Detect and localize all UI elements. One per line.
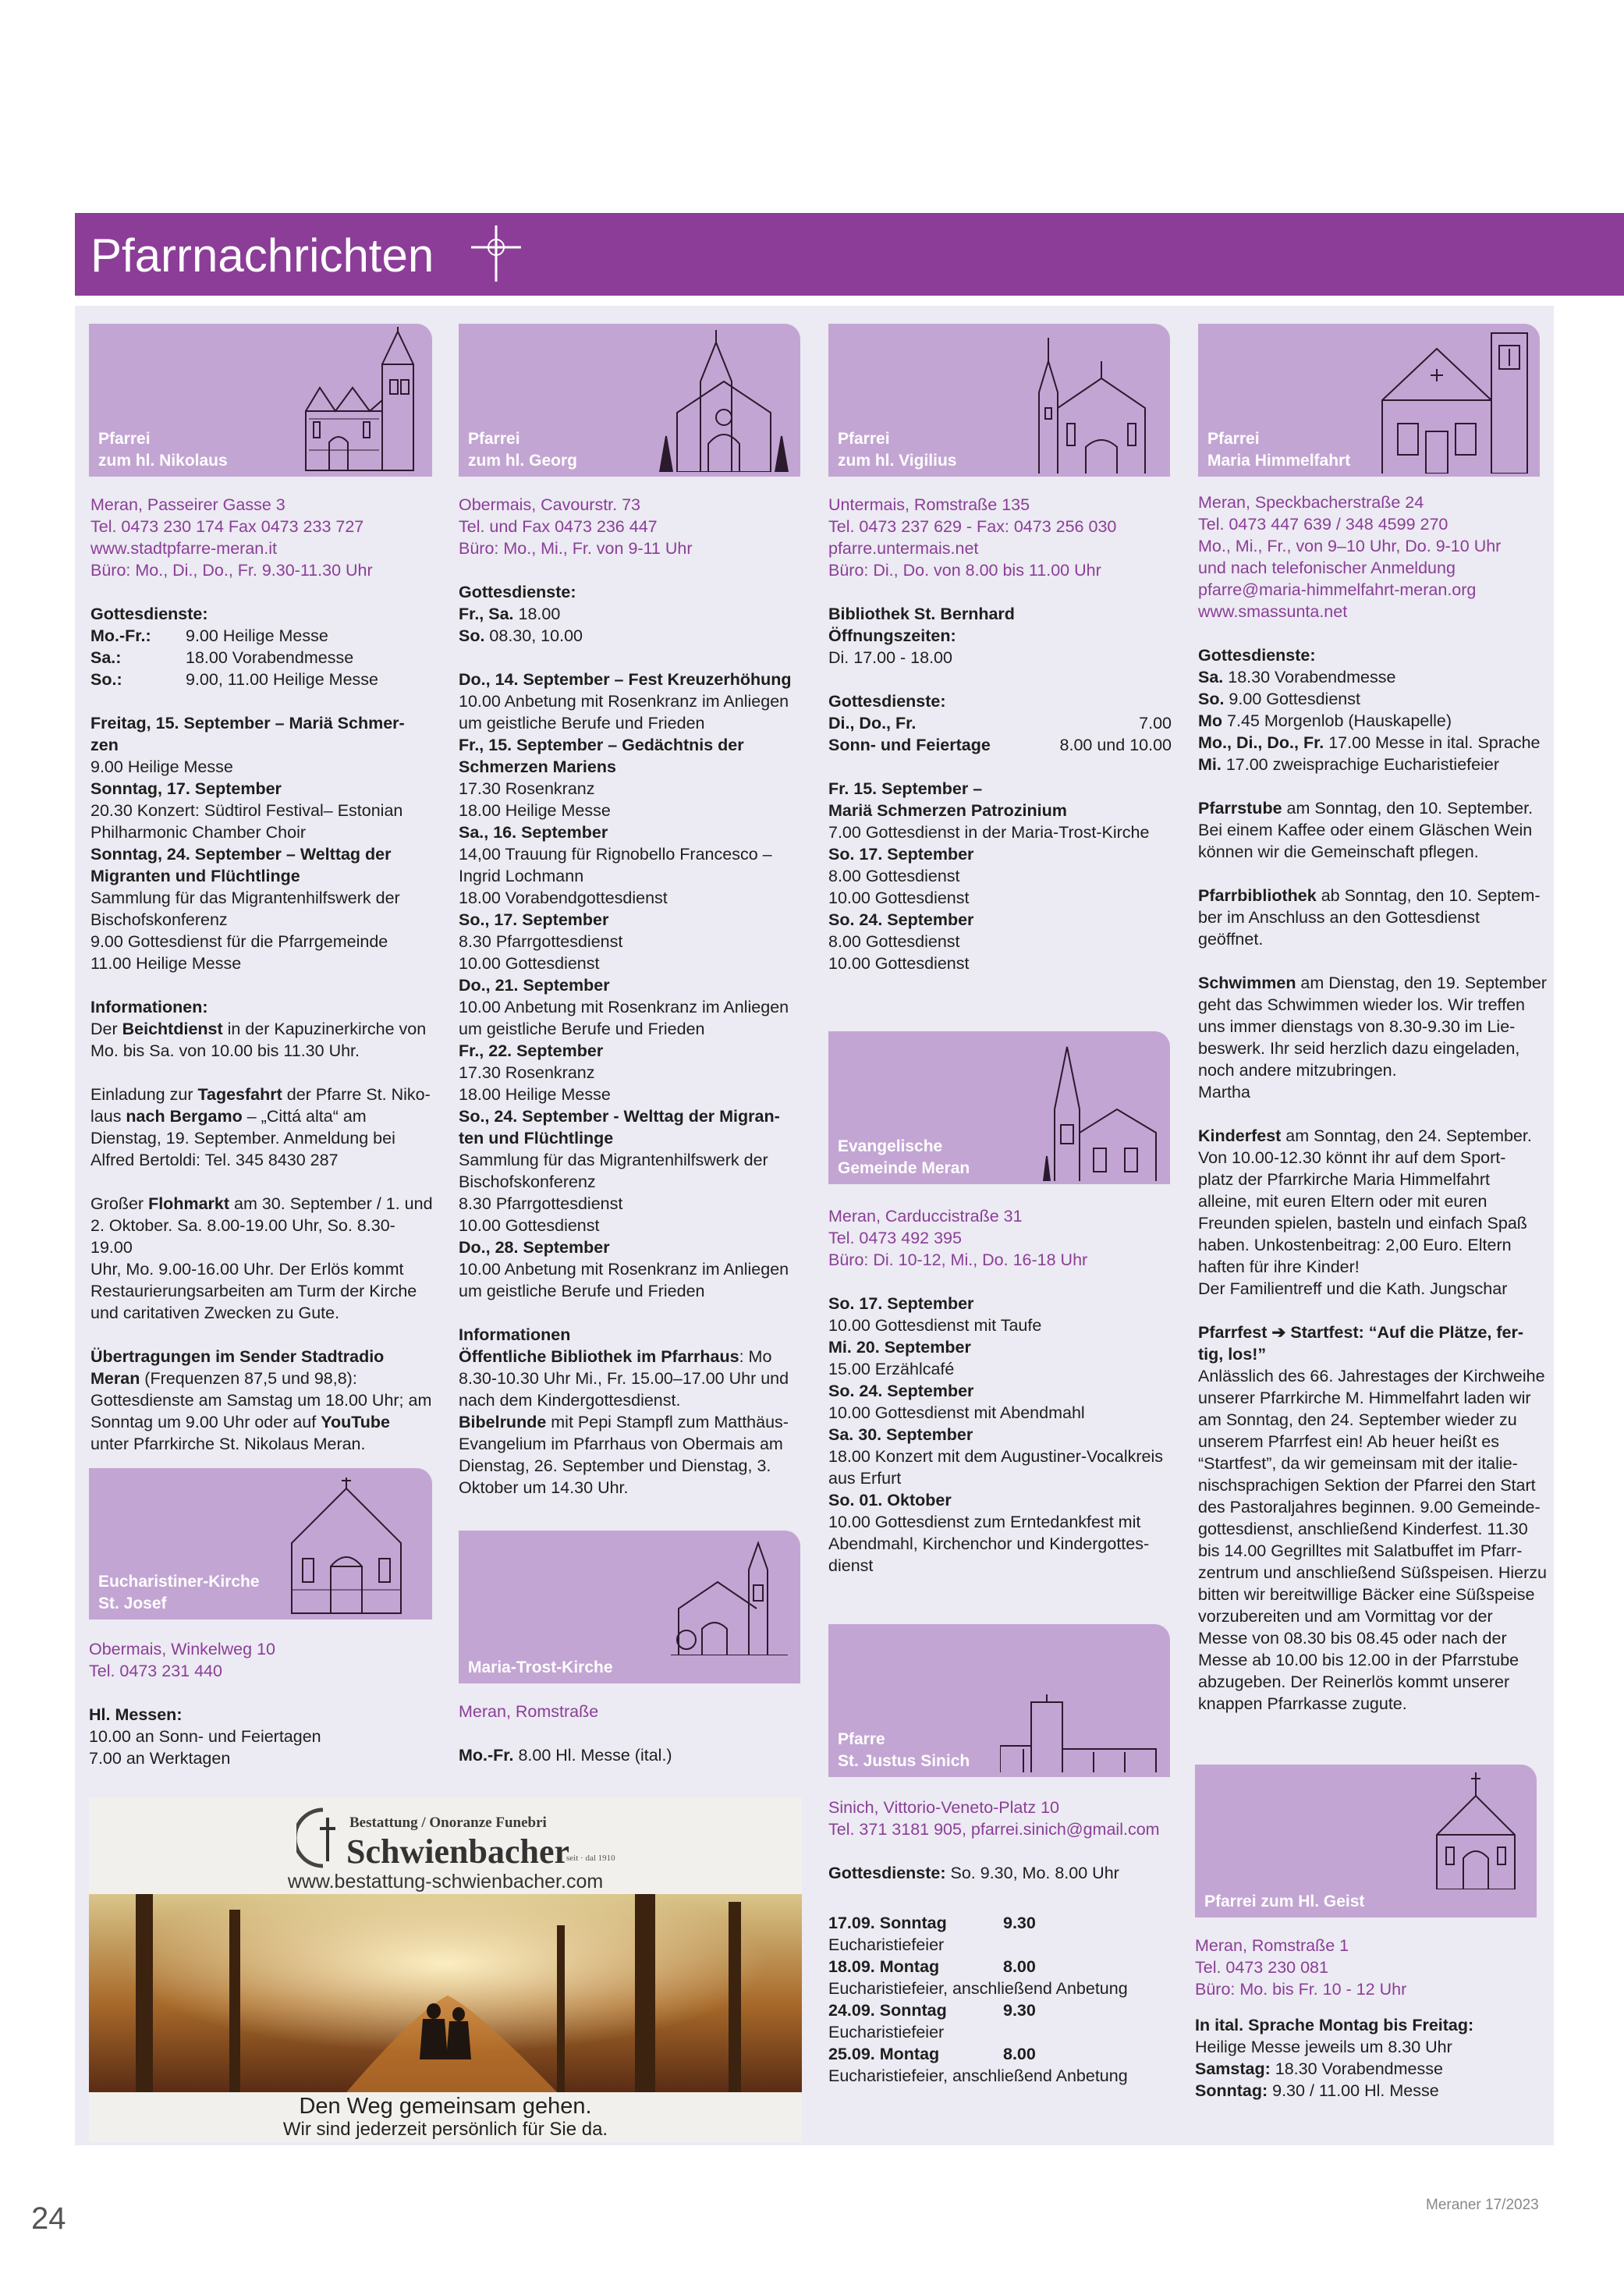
- nikolaus-text: [90, 494, 434, 1455]
- church-illustration-icon: [1023, 330, 1164, 474]
- info-library: Öffentliche Bibliothek im Pfarrhaus: Mo 8.30-10.30 Uhr Mi., Fr. 15.00–17.00 Uhr und nach dem Kindergottesdienst.: [459, 1347, 789, 1410]
- address-line: Sinich, Vittorio-Veneto-Platz 10: [828, 1798, 1059, 1817]
- event-heading: So. 17. September: [828, 845, 974, 864]
- church-illustration-icon: [1000, 1694, 1164, 1772]
- forest-path-photo: [89, 1894, 802, 2092]
- office-hours: Büro: Mo., Di., Do., Fr. 9.30-11.30 Uhr: [90, 561, 373, 580]
- event-heading: Fr. 15. September – Mariä Schmerzen Patrozinium: [828, 779, 1067, 820]
- event-heading: Freitag, 15. September – Mariä Schmer- zen: [90, 714, 405, 754]
- office-hours: Büro: Di. 10-12, Mi., Do. 16-18 Uhr: [828, 1250, 1088, 1269]
- schedule-row: 24.09. Sonntag 9.30: [828, 2001, 1036, 2020]
- event-text: 20.30 Konzert: Südtirol Festival– Estonian Philharmonic Chamber Choir: [90, 801, 403, 842]
- email-link[interactable]: pfarre@maria-himmelfahrt-meran.org: [1198, 580, 1477, 599]
- event-heading: Fr., 22. September: [459, 1041, 604, 1060]
- schedule-desc: Eucharistiefeier, anschließend Anbetung: [828, 1979, 1128, 1998]
- card-label: [1204, 1891, 1364, 1913]
- card-label: [838, 1136, 970, 1180]
- service-row: Samstag: 18.30 Vorabendmesse: [1195, 2059, 1443, 2078]
- event-heading: Do., 14. September – Fest Kreuzerhöhung: [459, 670, 792, 689]
- card-label: [98, 1571, 260, 1615]
- event-text: 10.00 Gottesdienst zum Erntedankfest mit Abendmahl, Kirchenchor und Kindergottes- dienst: [828, 1513, 1150, 1575]
- info-library: Pfarrbibliothek ab Sonntag, den 10. Septem- ber im Anschluss an den Gottesdienst geöffnet.: [1198, 886, 1541, 949]
- info-heading: Informationen: [459, 1325, 571, 1344]
- services-summary: Gottesdienste: So. 9.30, Mo. 8.00 Uhr: [828, 1864, 1119, 1882]
- service-row: [90, 669, 434, 690]
- ad-tagline: Bestattung / Onoranze Funebri: [349, 1815, 547, 1831]
- card-maria-trost: [459, 1531, 800, 1683]
- card-label: [838, 1729, 970, 1772]
- phone-line: Tel. 0473 237 629 - Fax: 0473 256 030: [828, 517, 1117, 536]
- event-text: 9.00 Heilige Messe: [90, 757, 233, 776]
- card-sinich: [828, 1624, 1170, 1777]
- service-row: So. 9.00 Gottesdienst: [1198, 690, 1360, 708]
- service-row: Mo.-Fr. 8.00 Hl. Messe (ital.): [459, 1746, 672, 1765]
- funeral-advertisement[interactable]: [89, 1797, 802, 2142]
- service-day: Mo.-Fr.:: [90, 626, 151, 645]
- event-text: 8.00 Gottesdienst 10.00 Gottesdienst: [828, 932, 970, 973]
- card-label: [468, 1657, 613, 1679]
- event-text: 17.30 Rosenkranz 18.00 Heilige Messe: [459, 1063, 611, 1104]
- masses-text: 10.00 an Sonn- und Feiertagen 7.00 an Werktagen: [89, 1727, 321, 1768]
- services-heading: Gottesdienste:: [828, 692, 946, 711]
- info-daytrip: Einladung zur Tagesfahrt der Pfarre St. Niko- laus nach Bergamo – „Cittá alta“ am Dienstag, 19. September. Anmeldung bei Alfred Bertoldi: Tel. 345 8430 287: [90, 1085, 431, 1169]
- event-text: 8.30 Pfarrgottesdienst 10.00 Gottesdienst: [459, 932, 623, 973]
- issue-label: Meraner 17/2023: [1426, 2197, 1539, 2213]
- card-georg: [459, 324, 800, 477]
- event-heading: Fr., 15. September – Gedächtnis der Schmerzen Mariens: [459, 736, 744, 776]
- event-text: 10.00 Gottesdienst mit Abendmahl: [828, 1403, 1085, 1422]
- ad-website-link[interactable]: www.bestattung-schwienbacher.com: [287, 1871, 604, 1893]
- service-row: Mi. 17.00 zweisprachige Eucharistiefeier: [1198, 755, 1499, 774]
- info-heading: Informationen:: [90, 998, 208, 1016]
- event-text: 18.00 Konzert mit dem Augustiner-Vocalkreis aus Erfurt: [828, 1447, 1164, 1488]
- service-row: Mo., Di., Do., Fr. 17.00 Messe in ital. Sprache: [1198, 733, 1541, 752]
- card-vigilius-label: Pfarrei zum hl. Vigilius: [838, 430, 957, 470]
- event-heading: So. 24. September: [828, 910, 974, 929]
- ad-since: seit · dal 1910: [566, 1854, 615, 1863]
- phone-email-line: Tel. 371 3181 905, pfarrei.sinich@gmail.com: [828, 1820, 1160, 1839]
- maria-trost-text: [459, 1701, 802, 1766]
- event-heading: Sonntag, 24. September – Welttag der Migranten und Flüchtlinge: [90, 845, 392, 885]
- event-heading: Sa., 16. September: [459, 823, 608, 842]
- card-maria-trost-label: Maria-Trost-Kirche: [468, 1658, 613, 1676]
- card-sinich-label: Pfarre St. Justus Sinich: [838, 1730, 970, 1770]
- service-row: Sa. 18.30 Vorabendmesse: [1198, 668, 1396, 686]
- library-heading: Bibliothek St. Bernhard Öffnungszeiten:: [828, 605, 1015, 645]
- address-line: Obermais, Cavourstr. 73: [459, 495, 641, 514]
- address-line: Meran, Romstraße: [459, 1702, 599, 1721]
- event-heading: So. 01. Oktober: [828, 1491, 952, 1509]
- card-hl-geist: [1195, 1765, 1537, 1917]
- services-heading: Gottesdienste:: [459, 583, 576, 601]
- masses-heading: Hl. Messen:: [89, 1705, 183, 1724]
- address-line: Meran, Speckbacherstraße 24: [1198, 493, 1424, 512]
- service-row: Mo 7.45 Morgenlob (Hauskapelle): [1198, 711, 1452, 730]
- georg-text: [459, 494, 802, 1499]
- ad-slogan: Den Weg gemeinsam gehen.: [299, 2094, 592, 2119]
- info-parish-festival: Anlässlich des 66. Jahrestages der Kirchweihe unserer Pfarrkirche M. Himmelfahrt laden wir am Sonntag, den 24. September wieder zu unserem Pfarrfest ein! Ab heuer heißt es “Startfest”, da wir gemeinsam mit der italie- nischsprachigen Sektion der Pfarrei den Start des Pastoraljahres beginnen. 9.00 Gemeinde- gottesdienst, anschließend Kinderfest. 11.30 bis 14.00 Gegrilltes mit Salatbuffet im Pfarr- zentrum und anschließend Süßspeisen. Hierzu bitten wir bereitwillige Bäcker eine Süßspeise vorzubereiten und am Vormittag vor der Messe von 08.30 bis 08.45 oder nach der Messe ab 10.00 bis 12.00 in der Pfarrstube abzugeben. Der Reinerlös kommt unserer knappen Pfarrkasse zugute.: [1198, 1367, 1547, 1713]
- funeral-logo-icon: [296, 1807, 343, 1869]
- office-hours: Büro: Di., Do. von 8.00 bis 11.00 Uhr: [828, 561, 1101, 580]
- event-text: 14,00 Trauung für Rignobello Francesco – Ingrid Lochmann 18.00 Vorabendgottesdienst: [459, 845, 772, 907]
- phone-line: Tel. 0473 492 395: [828, 1229, 962, 1247]
- card-josef: [89, 1468, 432, 1619]
- event-heading: So., 24. September - Welttag der Migran- ten und Flüchtlinge: [459, 1107, 780, 1148]
- event-text: 10.00 Anbetung mit Rosenkranz im Anliegen um geistliche Berufe und Frieden: [459, 692, 789, 733]
- address-line: Meran, Passeirer Gasse 3: [90, 495, 285, 514]
- event-heading: Sa. 30. September: [828, 1425, 973, 1444]
- address-line: Meran, Carduccistraße 31: [828, 1207, 1023, 1226]
- schedule-desc: Eucharistiefeier, anschließend Anbetung: [828, 2066, 1128, 2085]
- card-nikolaus-label: Pfarrei zum hl. Nikolaus: [98, 430, 228, 470]
- card-vigilius: [828, 324, 1170, 477]
- info-confession: Der Beichtdienst in der Kapuzinerkirche von Mo. bis Sa. von 10.00 bis 11.30 Uhr.: [90, 1020, 427, 1060]
- service-day: So.:: [90, 670, 122, 689]
- church-illustration-icon: [1429, 1772, 1530, 1889]
- cross-icon: [466, 224, 526, 283]
- josef-text: [89, 1638, 432, 1769]
- event-text: 10.00 Anbetung mit Rosenkranz im Anliegen um geistliche Berufe und Frieden: [459, 998, 789, 1038]
- schedule-desc: Eucharistiefeier: [828, 1935, 945, 1954]
- service-row: So. 08.30, 10.00: [459, 626, 583, 645]
- service-day: Sa.:: [90, 648, 122, 667]
- ad-company-name: Schwienbacher: [346, 1832, 569, 1871]
- office-hours: Mo., Mi., Fr., von 9–10 Uhr, Do. 9-10 Uhr: [1198, 537, 1502, 555]
- card-nikolaus: [89, 324, 432, 477]
- service-desc: 9.00, 11.00 Heilige Messe: [186, 670, 378, 689]
- services-heading: Gottesdienste:: [90, 605, 208, 623]
- service-row: [90, 625, 434, 647]
- card-label: [98, 428, 228, 472]
- church-illustration-icon: [654, 327, 794, 472]
- address-line: Obermais, Winkelweg 10: [89, 1640, 275, 1658]
- service-desc: 9.00 Heilige Messe: [186, 626, 328, 645]
- church-illustration-icon: [1039, 1039, 1164, 1181]
- schedule-row: 18.09. Montag 8.00: [828, 1957, 1036, 1976]
- office-hours-note: und nach telefonischer Anmeldung: [1198, 559, 1456, 577]
- card-georg-label: Pfarrei zum hl. Georg: [468, 430, 578, 470]
- info-radio: Übertragungen im Sender Stadtradio Meran (Frequenzen 87,5 und 98,8): Gottesdienste am Samstag um 18.00 Uhr; am Sonntag um 9.00 Uhr oder auf YouTube unter Pfarrkirche St. Nikolaus Meran.: [90, 1347, 432, 1453]
- info-kids-festival: Kinderfest am Sonntag, den 24. September. Von 10.00-12.30 könnt ihr auf dem Sport- platz der Pfarrkirche Maria Himmelfahrt alleine, mit euren Eltern oder mit euren Freunden spielen, basteln und einfach Spaß haben. Unkostenbeitrag: 2,00 Euro. Eltern haften für ihre Kinder! Der Familientreff und die Kath. Jungschar: [1198, 1126, 1532, 1298]
- service-row: Sonntag: 9.30 / 11.00 Hl. Messe: [1195, 2081, 1439, 2100]
- event-heading: Do., 21. September: [459, 976, 610, 995]
- card-himmelfahrt: [1198, 324, 1540, 477]
- card-label: [838, 428, 956, 472]
- evangelisch-text: [828, 1205, 1172, 1577]
- schedule-row: 17.09. Sonntag 9.30: [828, 1914, 1036, 1932]
- phone-line: Tel. 0473 230 174 Fax 0473 233 727: [90, 517, 364, 536]
- office-hours: Büro: Mo. bis Fr. 10 - 12 Uhr: [1195, 1980, 1407, 1999]
- card-evangelisch-label: Evangelische Gemeinde Meran: [838, 1137, 970, 1177]
- sinich-text: [828, 1797, 1172, 2087]
- vigilius-text: [828, 494, 1172, 974]
- event-text: 7.00 Gottesdienst in der Maria-Trost-Kirche: [828, 823, 1150, 842]
- church-illustration-icon: [671, 1538, 788, 1655]
- info-fleamarket: Großer Flohmarkt am 30. September / 1. und 2. Oktober. Sa. 8.00-19.00 Uhr, So. 8.30-19.00 Uhr, Mo. 9.00-16.00 Uhr. Der Erlös kommt Restaurierungsarbeiten am Turm der Kirche und caritativen Zwecken zu Gute.: [90, 1194, 433, 1322]
- info-swimming: Schwimmen am Dienstag, den 19. September geht das Schwimmen wieder los. Wir treffen uns immer dienstags von 8.30-9.30 im Lie- beswerk. Ihr seid herzlich dazu eingeladen, noch andere mitzubringen. Martha: [1198, 974, 1547, 1101]
- event-heading: So. 24. September: [828, 1382, 974, 1400]
- event-heading: So., 17. September: [459, 910, 609, 929]
- service-row: Fr., Sa. 18.00: [459, 605, 561, 623]
- event-text: 8.00 Gottesdienst 10.00 Gottesdienst: [828, 867, 970, 907]
- hl-geist-text: [1195, 1935, 1546, 2102]
- website-link[interactable]: pfarre.untermais.net: [828, 539, 979, 558]
- section-banner: [75, 213, 1624, 296]
- italian-masses-heading: In ital. Sprache Montag bis Freitag:: [1195, 2016, 1474, 2034]
- info-parish-festival-heading: Pfarrfest ➔ Startfest: “Auf die Plätze, fer- tig, los!”: [1198, 1323, 1524, 1364]
- himmelfahrt-text: [1198, 491, 1549, 1715]
- card-evangelisch: [828, 1031, 1170, 1184]
- info-parish-cafe: Pfarrstube am Sonntag, den 10. September. Bei einem Kaffee oder einem Gläschen Wein können wir die Gemeinschaft pflegen.: [1198, 799, 1534, 861]
- event-text: Sammlung für das Migrantenhilfswerk der Bischofskonferenz 9.00 Gottesdienst für die Pfarrgemeinde 11.00 Heilige Messe: [90, 889, 400, 973]
- website-link[interactable]: www.smassunta.net: [1198, 602, 1348, 621]
- event-heading: Do., 28. September: [459, 1238, 610, 1257]
- office-hours: Büro: Mo., Mi., Fr. von 9-11 Uhr: [459, 539, 693, 558]
- page-title: Pfarrnachrichten: [90, 229, 434, 282]
- event-heading: So. 17. September: [828, 1294, 974, 1313]
- phone-line: Tel. und Fax 0473 236 447: [459, 517, 658, 536]
- address-line: Untermais, Romstraße 135: [828, 495, 1030, 514]
- church-illustration-icon: [298, 325, 429, 474]
- card-hl-geist-label: Pfarrei zum Hl. Geist: [1204, 1893, 1365, 1910]
- library-hours: Di. 17.00 - 18.00: [828, 648, 952, 667]
- event-text: 10.00 Gottesdienst mit Taufe: [828, 1316, 1042, 1335]
- schedule-row: 25.09. Montag 8.00: [828, 2045, 1036, 2063]
- services-heading: Gottesdienste:: [1198, 646, 1316, 665]
- card-himmelfahrt-label: Pfarrei Maria Himmelfahrt: [1207, 430, 1351, 470]
- service-row: Sonn- und Feiertage 8.00 und 10.00: [828, 736, 1172, 754]
- ad-subline: Wir sind jederzeit persönlich für Sie da.: [282, 2119, 608, 2140]
- page-number: 24: [31, 2201, 66, 2236]
- church-illustration-icon: [284, 1473, 424, 1616]
- address-line: Meran, Romstraße 1: [1195, 1936, 1349, 1955]
- schedule-desc: Eucharistiefeier: [828, 2023, 945, 2042]
- event-text: 10.00 Anbetung mit Rosenkranz im Anliegen um geistliche Berufe und Frieden: [459, 1260, 789, 1300]
- card-label: [468, 428, 577, 472]
- service-row: [90, 647, 434, 669]
- italian-masses-text: Heilige Messe jeweils um 8.30 Uhr: [1195, 2038, 1452, 2056]
- info-bible-group: Bibelrunde mit Pepi Stampfl zum Matthäus- Evangelium im Pfarrhaus von Obermais am Dienstag, 26. September und Dienstag, 3. Oktober um 14.30 Uhr.: [459, 1413, 789, 1497]
- event-text: 17.30 Rosenkranz 18.00 Heilige Messe: [459, 779, 611, 820]
- card-label: [1207, 428, 1350, 472]
- event-heading: Mi. 20. September: [828, 1338, 971, 1357]
- service-desc: 18.00 Vorabendmesse: [186, 648, 354, 667]
- event-heading: Sonntag, 17. September: [90, 779, 282, 798]
- phone-line: Tel. 0473 447 639 / 348 4599 270: [1198, 515, 1448, 534]
- phone-line: Tel. 0473 230 081: [1195, 1958, 1328, 1977]
- card-josef-label: Eucharistiner-Kirche St. Josef: [98, 1573, 260, 1612]
- website-link[interactable]: www.stadtpfarre-meran.it: [90, 539, 277, 558]
- phone-line: Tel. 0473 231 440: [89, 1662, 222, 1680]
- church-illustration-icon: [1374, 330, 1535, 474]
- event-text: 15.00 Erzählcafé: [828, 1360, 955, 1378]
- event-text: Sammlung für das Migrantenhilfswerk der Bischofskonferenz 8.30 Pfarrgottesdienst 10.00 Gottesdienst: [459, 1151, 768, 1235]
- service-row: Di., Do., Fr. 7.00: [828, 714, 1172, 733]
